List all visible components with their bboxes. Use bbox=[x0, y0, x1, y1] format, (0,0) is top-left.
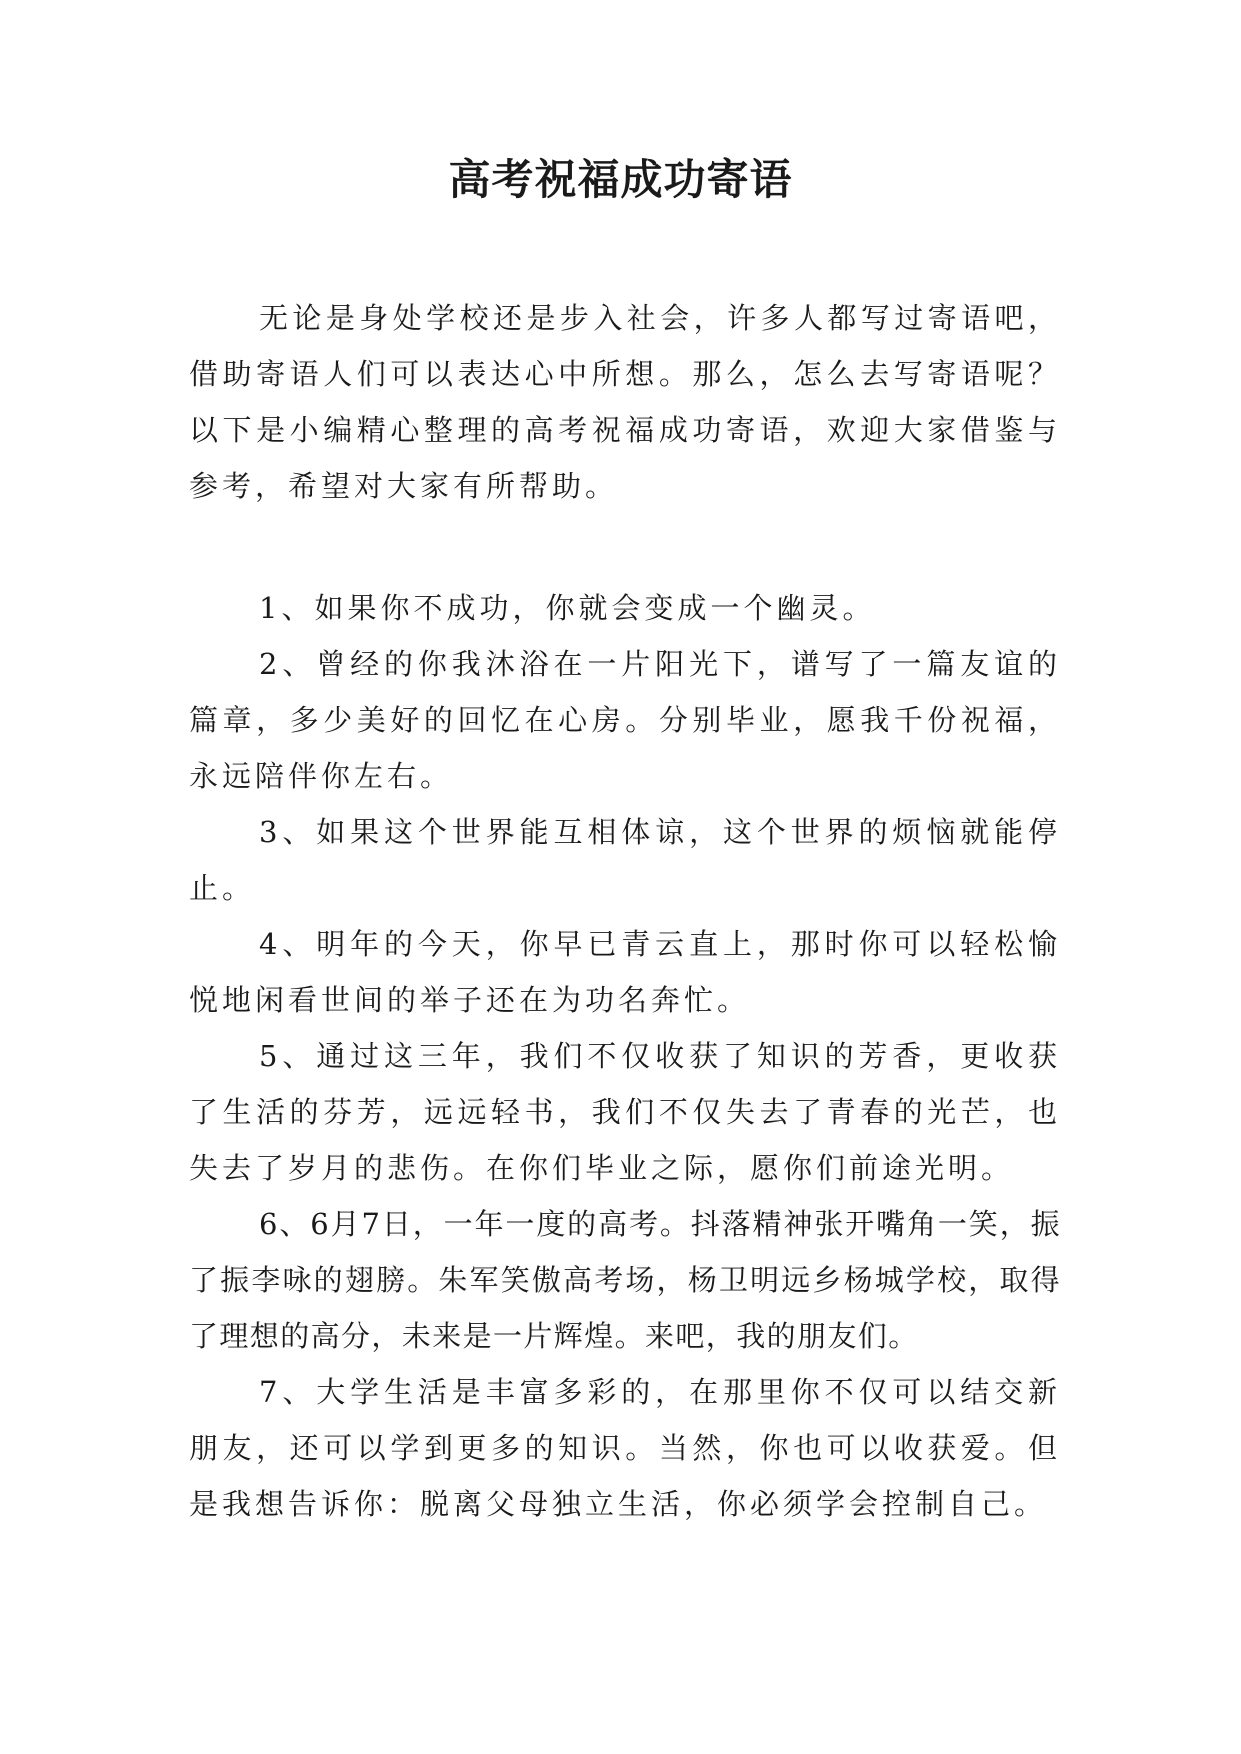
list-item: 3、如果这个世界能互相体谅，这个世界的烦恼就能停止。 bbox=[189, 815, 1061, 905]
list-item: 6、6月7日，一年一度的高考。抖落精神张开嘴角一笑，振了振李咏的翅膀。朱军笑傲高考场，杨卫明远乡杨城学校，取得了理想的高分，未来是一片辉煌。来吧，我的朋友们。 bbox=[189, 1207, 1061, 1353]
list-item: 4、明年的今天，你早已青云直上，那时你可以轻松愉悦地闲看世间的举子还在为功名奔忙。 bbox=[189, 927, 1061, 1017]
list-item: 2、曾经的你我沐浴在一片阳光下，谱写了一篇友谊的篇章，多少美好的回忆在心房。分别毕业，愿我千份祝福，永远陪伴你左右。 bbox=[189, 647, 1061, 793]
intro-paragraph: 无论是身处学校还是步入社会，许多人都写过寄语吧，借助寄语人们可以表达心中所想。那么，怎么去写寄语呢？以下是小编精心整理的高考祝福成功寄语，欢迎大家借鉴与参考，希望对大家有所帮助。 bbox=[189, 301, 1061, 503]
list-item: 1、如果你不成功，你就会变成一个幽灵。 bbox=[259, 591, 876, 625]
list-item: 7、大学生活是丰富多彩的，在那里你不仅可以结交新朋友，还可以学到更多的知识。当然，你也可以收获爱。但是我想告诉你：脱离父母独立生活，你必须学会控制自己。 bbox=[189, 1375, 1061, 1521]
list-item: 5、通过这三年，我们不仅收获了知识的芳香，更收获了生活的芬芳，远远轻书，我们不仅失去了青春的光芒，也失去了岁月的悲伤。在你们毕业之际，愿你们前途光明。 bbox=[189, 1039, 1061, 1185]
document-title: 高考祝福成功寄语 bbox=[448, 155, 793, 204]
wish-list bbox=[189, 580, 1061, 1532]
